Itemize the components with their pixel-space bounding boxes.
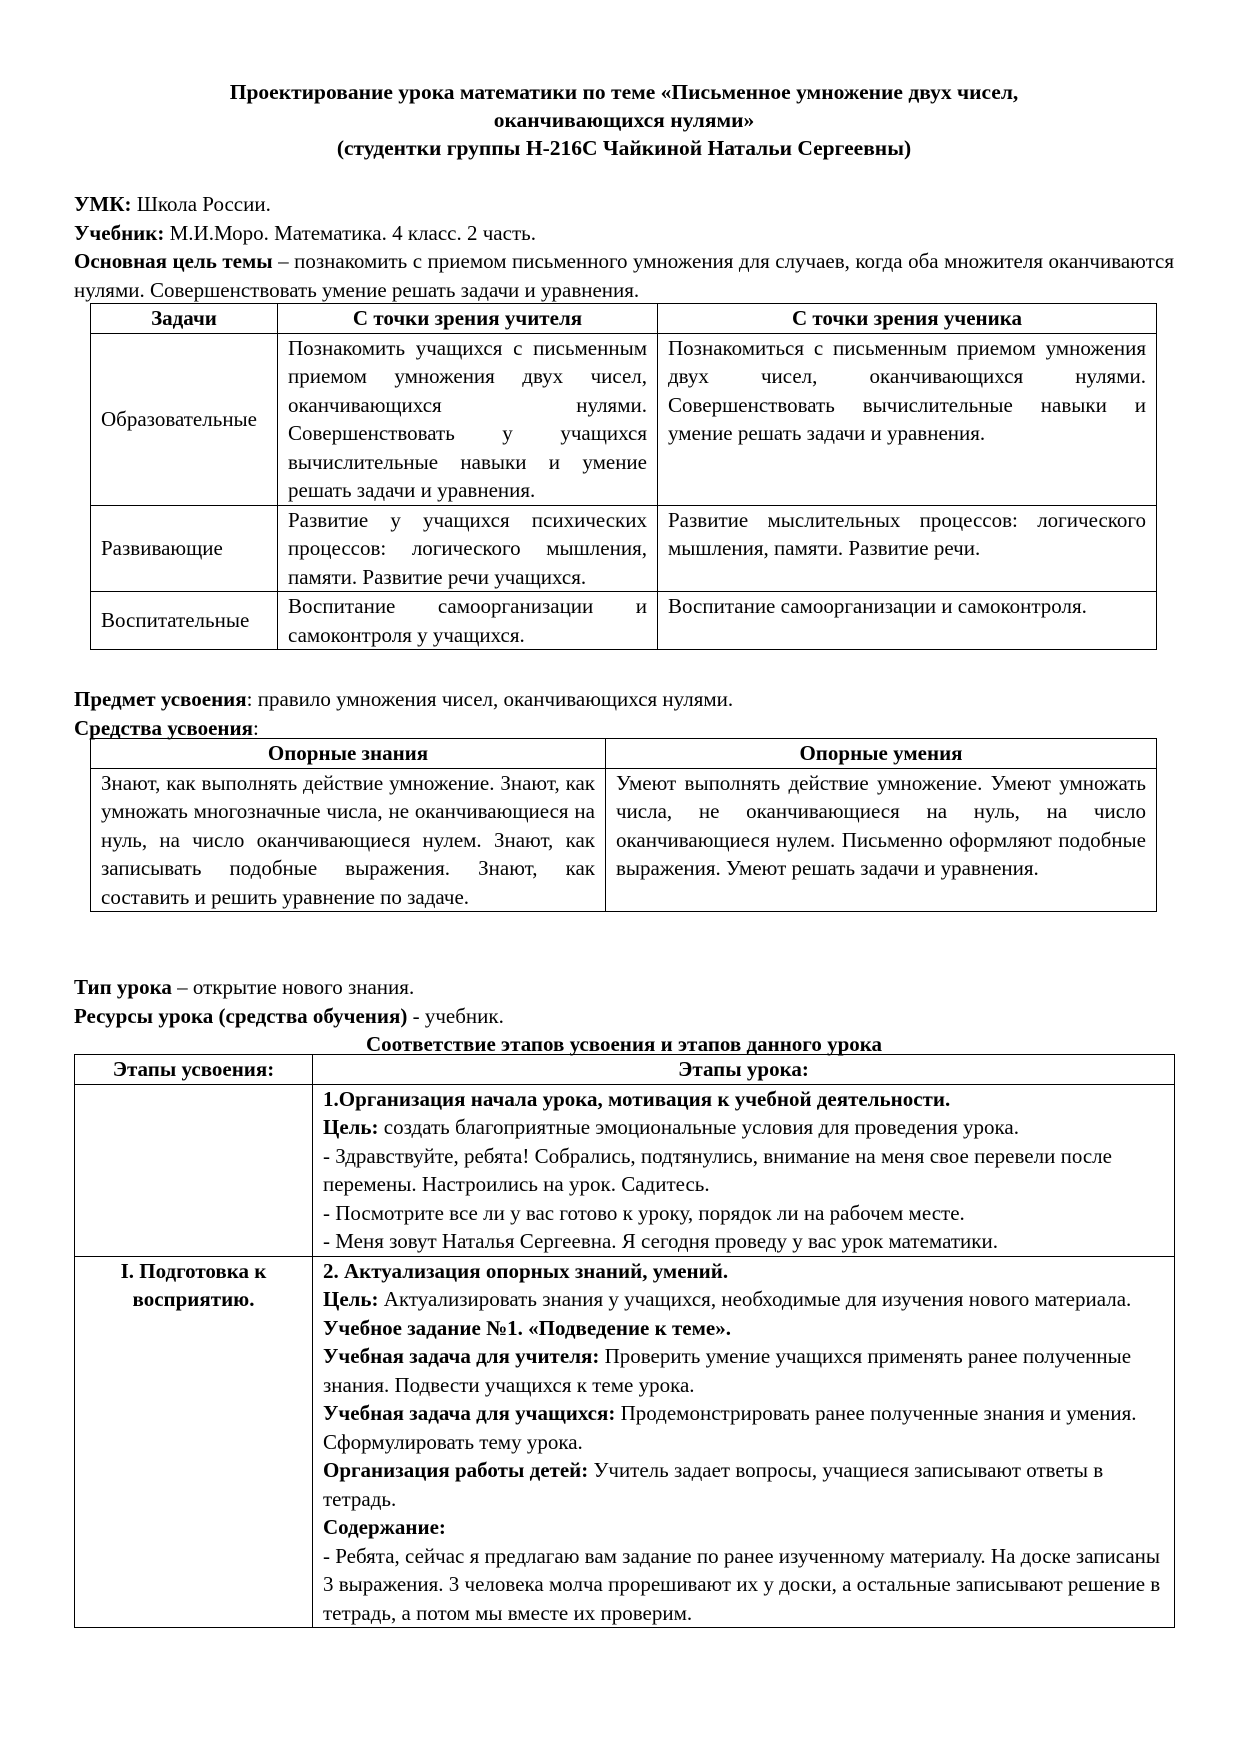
stage-line: - Здравствуйте, ребята! Собрались, подтянулись, внимание на меня свое перевели после перемены. Настроились на урок. Садитесь. xyxy=(323,1143,1112,1196)
subject-label: Предмет усвоения xyxy=(74,687,247,711)
stages-header-assimilation: Этапы усвоения: xyxy=(75,1055,313,1085)
support-table xyxy=(90,738,1157,912)
teacher-view: Развитие у учащихся психических процессов: логического мышления, памяти. Развитие речи учащихся. xyxy=(278,505,658,592)
stages-title: Соответствие этапов усвоения и этапов данного урока xyxy=(365,1032,883,1056)
lesson-meta xyxy=(74,190,1174,304)
task-name: Развивающие xyxy=(91,505,278,592)
stage-goal xyxy=(323,1113,1164,1142)
goal-value: – познакомить с приемом письменного умножения для случаев, когда оба множителя оканчиваются нулями. Совершенствовать умение решать задачи и уравнения. xyxy=(74,249,1174,302)
umk-line xyxy=(74,190,1174,219)
support-header-knowledge: Опорные знания xyxy=(91,739,606,769)
stage-line: - Меня зовут Наталья Сергеевна. Я сегодня проведу у вас урок математики. xyxy=(323,1229,998,1253)
stage-goal xyxy=(323,1285,1164,1314)
resources-line xyxy=(74,1002,1174,1031)
teacher-task-label: Учебная задача для учителя: xyxy=(323,1344,600,1368)
table-row xyxy=(91,768,1157,912)
student-view: Воспитание самоорганизации и самоконтроля. xyxy=(658,592,1157,650)
table-row xyxy=(75,1256,1175,1628)
student-view: Развитие мыслительных процессов: логического мышления, памяти. Развитие речи. xyxy=(658,505,1157,592)
table-row xyxy=(91,592,1157,650)
assimilation-stage: I. Подготовка к восприятию. xyxy=(75,1256,313,1628)
lesson-type-label: Тип урока xyxy=(74,975,172,999)
assimilation-stage xyxy=(75,1084,313,1256)
task-name: Воспитательные xyxy=(91,592,278,650)
lesson-type-line xyxy=(74,973,1174,1002)
stage-line: - Посмотрите все ли у вас готово к уроку, порядок ли на рабочем месте. xyxy=(323,1200,965,1225)
title-line-1: Проектирование урока математики по теме «Письменное умножение двух чисел, xyxy=(229,80,1019,104)
stage-heading: 1.Организация начала урока, мотивация к учебной деятельности. xyxy=(323,1086,951,1111)
teacher-task-value: Проверить умение учащихся применять ранее полученные знания. Подвести учащихся к теме урока. xyxy=(323,1344,1132,1397)
work-organization-label: Организация работы детей: xyxy=(323,1458,589,1482)
task-name: Образовательные xyxy=(91,333,278,505)
textbook-value: М.И.Моро. Математика. 4 класс. 2 часть. xyxy=(164,220,536,245)
content-label: Содержание: xyxy=(323,1515,446,1539)
subject-block xyxy=(74,685,1174,742)
resources-value: - учебник. xyxy=(407,1003,504,1028)
work-organization xyxy=(323,1456,1164,1513)
stage-goal-value: создать благоприятные эмоциональные условия для проведения урока. xyxy=(378,1115,1019,1139)
umk-label: УМК: xyxy=(74,192,132,216)
student-task-label: Учебная задача для учащихся: xyxy=(323,1401,616,1425)
tasks-header-teacher: С точки зрения учителя xyxy=(278,304,658,334)
table-row xyxy=(75,1084,1175,1256)
tasks-header-task: Задачи xyxy=(91,304,278,334)
student-task-value: Продемонстрировать ранее полученные знания и умения. Сформулировать тему урока. xyxy=(323,1401,1137,1454)
stages-header-lesson: Этапы урока: xyxy=(313,1055,1175,1085)
lesson-type-value: – открытие нового знания. xyxy=(171,975,415,999)
resources-label: Ресурсы урока (средства обучения) xyxy=(74,1003,408,1028)
lesson-stage-content xyxy=(313,1256,1175,1628)
teacher-task xyxy=(323,1342,1164,1399)
stages-table xyxy=(74,1054,1175,1628)
goal-line xyxy=(74,247,1174,304)
tasks-header-student: С точки зрения ученика xyxy=(658,304,1157,334)
content-text: - Ребята, сейчас я предлагаю вам задание по ранее изученному материалу. На доске записаны 3 выражения. 3 человека молча прорешивают их у доски, а остальные записывают решение в тетрадь, а потом мы вместе их проверим. xyxy=(323,1543,1161,1625)
teacher-view: Воспитание самоорганизации и самоконтроля у учащихся. xyxy=(278,592,658,650)
title-line-3: (студентки группы Н-216С Чайкиной Натальи Сергеевны) xyxy=(336,136,912,160)
student-task xyxy=(323,1399,1164,1456)
table-row xyxy=(91,333,1157,505)
textbook-line xyxy=(74,219,1174,248)
support-knowledge: Знают, как выполнять действие умножение. Знают, как умножать многозначные числа, не оканчивающиеся на нуль, на число оканчивающиеся нулем. Знают, как записывать подобные выражения. Знают, как составить и решить уравнение по задаче. xyxy=(91,768,606,912)
umk-value: Школа России. xyxy=(131,192,271,216)
stage-goal-value: Актуализировать знания у учащихся, необходимые для изучения нового материала. xyxy=(378,1287,1132,1311)
student-view: Познакомиться с письменным приемом умножения двух чисел, оканчивающихся нулями. Совершенствовать вычислительные навыки и умение решать задачи и уравнения. xyxy=(658,333,1157,505)
goal-label: Основная цель темы xyxy=(74,249,273,273)
support-table-header xyxy=(91,739,1157,769)
table-row xyxy=(91,505,1157,592)
work-organization-value: Учитель задает вопросы, учащиеся записывают ответы в тетрадь. xyxy=(323,1458,1104,1511)
tasks-table-header xyxy=(91,304,1157,334)
subject-line xyxy=(74,685,1174,714)
tasks-table xyxy=(90,303,1157,650)
subject-value: : правило умножения чисел, оканчивающихся нулями. xyxy=(246,687,734,711)
stage-goal-label: Цель: xyxy=(323,1287,379,1311)
document-title xyxy=(74,78,1174,162)
stage-heading: 2. Актуализация опорных знаний, умений. xyxy=(323,1258,729,1283)
stages-table-header xyxy=(75,1055,1175,1085)
support-skills: Умеют выполнять действие умножение. Умеют умножать числа, не оканчивающиеся на нуль, на число оканчивающиеся нулем. Письменно оформляют подобные выражения. Умеют решать задачи и уравнения. xyxy=(606,768,1157,912)
support-header-skills: Опорные умения xyxy=(606,739,1157,769)
lesson-stage-content xyxy=(313,1084,1175,1256)
teacher-view: Познакомить учащихся с письменным приемом умножения двух чисел, оканчивающихся нулями. Совершенствовать у учащихся вычислительные навыки и умение решать задачи и уравнения. xyxy=(278,333,658,505)
lesson-info-block xyxy=(74,973,1174,1059)
textbook-label: Учебник: xyxy=(74,220,165,245)
title-line-2: оканчивающихся нулями» xyxy=(493,108,755,132)
stage-goal-label: Цель: xyxy=(323,1115,379,1139)
means-label: Средства усвоения xyxy=(74,715,253,740)
means-suffix: : xyxy=(253,715,259,740)
stage-assignment: Учебное задание №1. «Подведение к теме». xyxy=(323,1315,731,1340)
